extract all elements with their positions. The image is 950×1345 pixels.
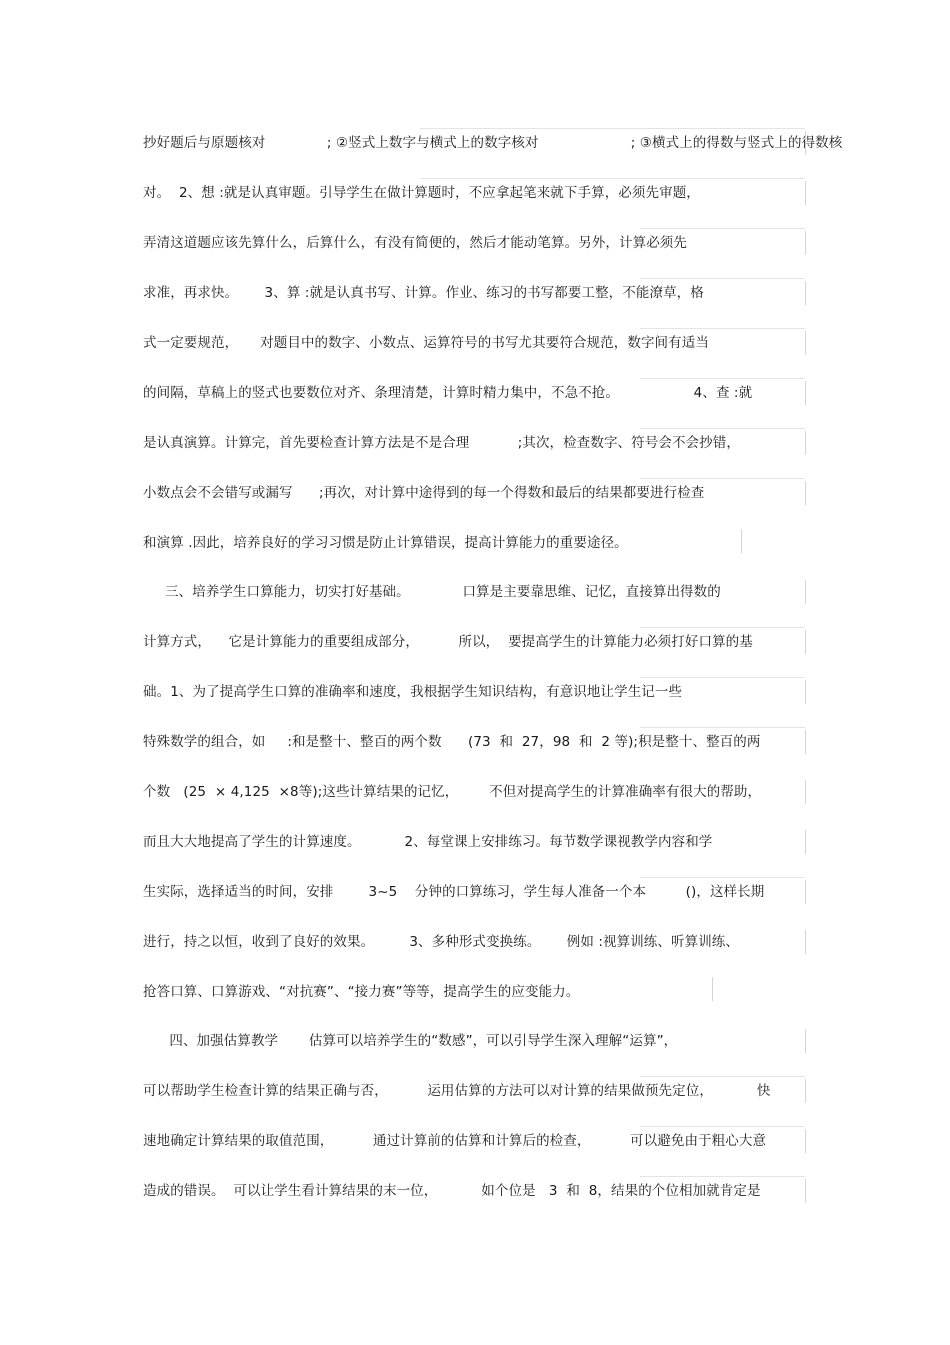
- scan-tick: [805, 1079, 806, 1103]
- text-line: 个数 (25 × 4,125 ×8等);这些计算结果的记忆， 不但对提高学生的计算准确率有很大的帮助，: [143, 784, 762, 800]
- text-line: 和演算 .因此，培养良好的学习习惯是防止计算错误，提高计算能力的重要途径。: [143, 535, 628, 551]
- text-line: 是认真演算。计算完，首先要检查计算方法是不是合理 ;其次，检查数字、符号会不会抄错，: [143, 435, 740, 451]
- scan-tick: [805, 131, 806, 155]
- text-line: 弄清这道题应该先算什么，后算什么，有没有简便的，然后才能动笔算。另外，计算必须先: [143, 235, 687, 251]
- scan-rule: [640, 727, 805, 728]
- text-line: 计算方式， 它是计算能力的重要组成部分， 所以， 要提高学生的计算能力必须打好口算的基: [143, 634, 753, 650]
- text-line: 生实际，选择适当的时间，安排 3~5 分钟的口算练习，学生每人准备一个本 ()，这样长期: [143, 884, 765, 900]
- text-line: 求准，再求快。 3、算 :就是认真书写、计算。作业、练习的书写都要工整，不能潦草，格: [143, 285, 704, 301]
- scan-tick: [805, 1179, 806, 1203]
- scan-tick: [805, 331, 806, 355]
- scan-rule: [640, 1076, 805, 1077]
- scan-rule: [640, 328, 805, 329]
- scan-tick: [805, 481, 806, 505]
- text-line: 对。 2、想 :就是认真审题。引导学生在做计算题时，不应拿起笔来就下手算，必须先审题，: [143, 185, 700, 201]
- scan-rule: [640, 378, 805, 379]
- text-line: 式一定要规范， 对题目中的数字、小数点、运算符号的书写尤其要符合规范，数字间有适当: [143, 335, 709, 351]
- scan-rule: [640, 677, 805, 678]
- scan-rule: [420, 128, 805, 129]
- scan-tick: [741, 529, 742, 553]
- scan-rule: [640, 228, 805, 229]
- scan-tick: [805, 281, 806, 305]
- scan-tick: [805, 780, 806, 804]
- text-line: 的间隔，草稿上的竖式也要数位对齐、条理清楚，计算时精力集中，不急不抢。 4、查 :就: [143, 385, 753, 401]
- scan-tick: [805, 730, 806, 754]
- scan-tick: [805, 580, 806, 604]
- scan-tick: [805, 381, 806, 405]
- scan-tick: [712, 977, 713, 1001]
- scan-tick: [805, 630, 806, 654]
- text-line: 特殊数学的组合，如 :和是整十、整百的两个数 (73 和 27，98 和 2 等);积是整十、整百的两: [143, 734, 761, 750]
- text-line: 础。1、为了提高学生口算的准确率和速度，我根据学生知识结构，有意识地让学生记一些: [143, 684, 683, 700]
- scan-tick: [805, 1129, 806, 1153]
- scan-rule: [640, 1176, 805, 1177]
- scan-rule: [640, 877, 805, 878]
- text-line: 进行，持之以恒，收到了良好的效果。 3、多种形式变换练。 例如 :视算训练、听算训练、: [143, 934, 740, 950]
- scan-tick: [805, 1029, 806, 1053]
- text-line: 而且大大地提高了学生的计算速度。 2、每堂课上安排练习。每节数学课视教学内容和学: [143, 834, 713, 850]
- text-line: 抄好题后与原题核对 ; ②竖式上数字与横式上的数字核对 ; ③横式上的得数与竖式上的得数核: [143, 135, 843, 151]
- text-line: 造成的错误。 可以让学生看计算结果的末一位， 如个位是 3 和 8，结果的个位相加就肯定是: [143, 1183, 761, 1199]
- scan-rule: [420, 178, 805, 179]
- scan-tick: [805, 680, 806, 704]
- text-line: 抢答口算、口算游戏、“对抗赛”、“接力赛”等等，提高学生的应变能力。: [143, 984, 580, 1000]
- scan-tick: [805, 231, 806, 255]
- scan-tick: [805, 880, 806, 904]
- scan-rule: [640, 627, 805, 628]
- scan-tick: [805, 830, 806, 854]
- scan-rule: [640, 428, 805, 429]
- text-line: 可以帮助学生检查计算的结果正确与否， 运用估算的方法可以对计算的结果做预先定位， 快: [143, 1083, 771, 1099]
- scan-rule: [640, 478, 805, 479]
- scan-tick: [805, 930, 806, 954]
- text-line: 小数点会不会错写或漏写 ;再次，对计算中途得到的每一个得数和最后的结果都要进行检查: [143, 485, 705, 501]
- scan-tick: [805, 181, 806, 205]
- text-line: 三、培养学生口算能力，切实打好基础。 口算是主要靠思维、记忆，直接算出得数的: [143, 584, 721, 600]
- scan-tick: [805, 431, 806, 455]
- scan-rule: [640, 278, 805, 279]
- text-line: 速地确定计算结果的取值范围， 通过计算前的估算和计算后的检查， 可以避免由于粗心大意: [143, 1133, 767, 1149]
- text-line: 四、加强估算教学 估算可以培养学生的“数感”，可以引导学生深入理解“运算”，: [143, 1033, 678, 1049]
- scan-rule: [640, 1126, 805, 1127]
